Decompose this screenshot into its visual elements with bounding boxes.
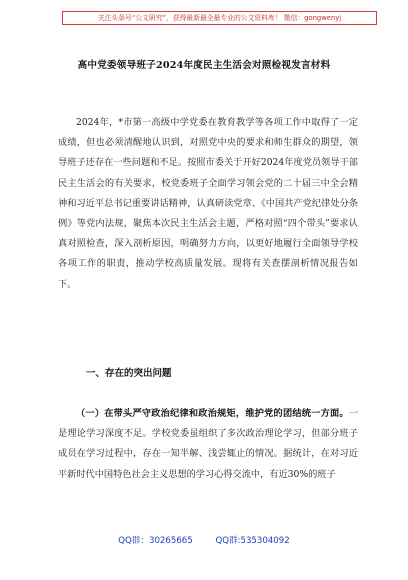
paragraph-body: 一是理论学习深度不足。学校党委虽组织了多次政治理论学习，但部分班子成员在学习过程中，存在一知半解、浅尝辄止的情况。据统计，在对习近平新时代中国特色社会主义思想的学习心得交流中，有近30%的班子 <box>58 408 358 480</box>
intro-paragraph: 2024年，*市第一高级中学党委在教育教学等各项工作中取得了一定成绩，但也必须清醒地认识到，对照党中央的要求和师生群众的期望，领导班子还存在一些问题和不足。按照市委关于开好2024年度党员领导干部民主生活会的有关要求，校党委班子全面学习领会党的二十届三中全会精神和习近平总书记重要讲话精神，认真研读党章、《中国共产党纪律处分条例》等党内法规，聚焦本次民主生活会主题，严格对照“四个带头”要求认真对照检查，深入剖析原因，明确努力方向，以更好地履行全面领导学校各项工作的职责，推动学校高质量发展。现将有关查摆剖析情况报告如下。 <box>58 117 358 290</box>
section-paragraph <box>58 404 358 485</box>
footer-qq-group-1: QQ群：30265665 <box>118 536 193 546</box>
document-title: 高中党委领导班子2024年度民主生活会对照检视发言材料 <box>77 60 331 71</box>
section-heading: 一、存在的突出问题 <box>86 368 172 379</box>
footer <box>0 534 408 546</box>
footer-qq-group-2: QQ群:535304092 <box>215 536 290 546</box>
top-banner: 关注头条号“公文研究”，获得最新最全最专业的公文资料库！ 微信：gongwenyj <box>62 11 377 25</box>
subheading: （一）在带头严守政治纪律和政治规矩，维护党的团结统一方面。 <box>76 408 349 419</box>
